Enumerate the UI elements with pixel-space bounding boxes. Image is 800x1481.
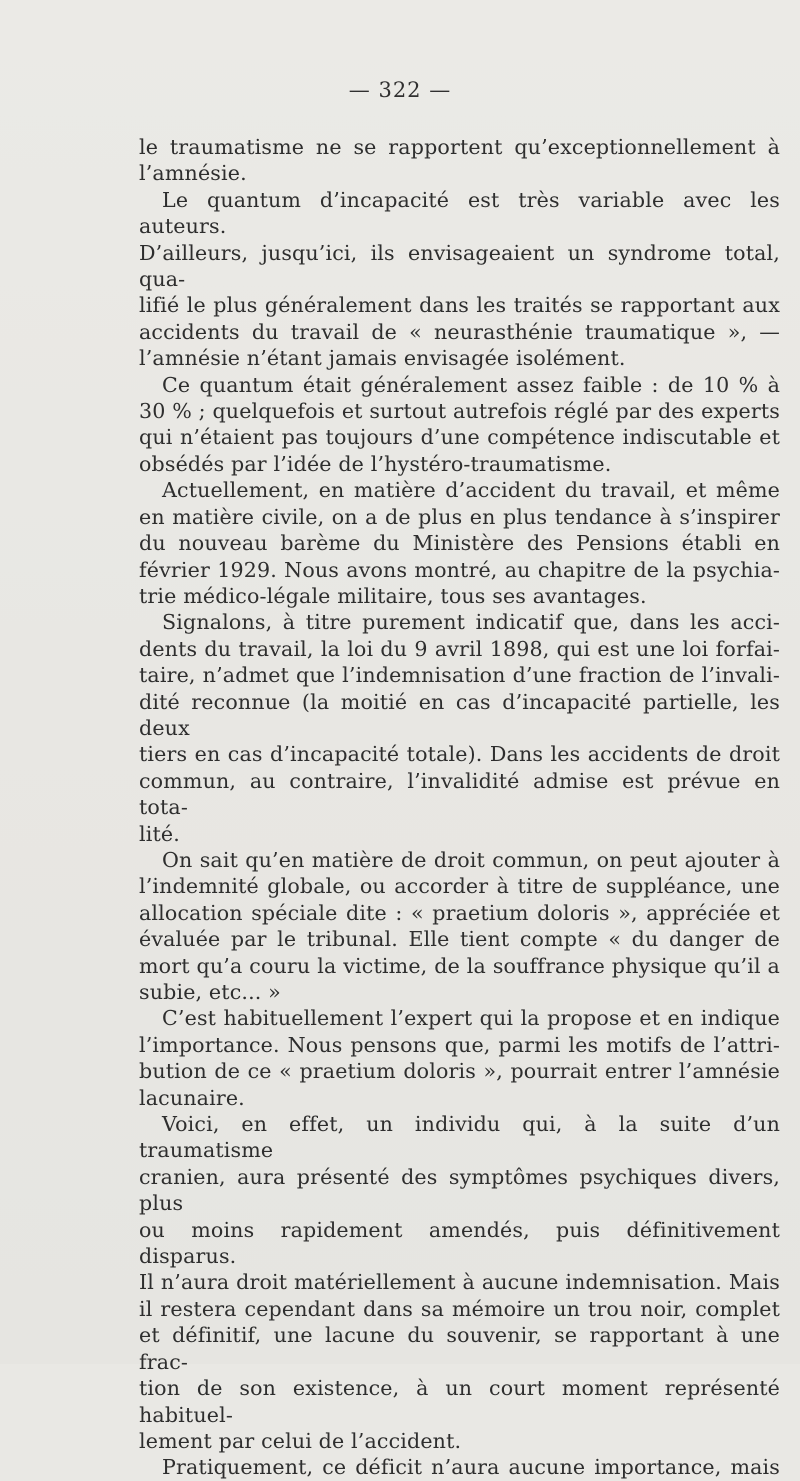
text-line: commun, au contraire, l’invalidité admise est prévue en tota- [139,768,780,820]
text-line: C’est habituellement l’expert qui la propose et en indique [162,1006,780,1031]
text-line: Voici, en effet, un individu qui, à la suite d’un traumatisme [139,1112,780,1163]
text-line: accidents du travail de « neurasthénie traumatique », — [139,319,780,344]
text-line: dité reconnue (la moitié en cas d’incapacité partielle, les deux [139,689,780,740]
text-line: et définitif, une lacune du souvenir, se rapportant à une frac- [139,1323,780,1374]
text-line: Il n’aura droit matériellement à aucune indemnisation. Mais [139,1270,780,1295]
text-line: Signalons, à titre purement indicatif que, dans les acci- [162,610,780,635]
text-line: en matière civile, on a de plus en plus tendance à s’inspirer [139,504,780,529]
text-line: bution de ce « praetium doloris », pourrait entrer l’amnésie [139,1059,780,1084]
text-line: cranien, aura présenté des symptômes psychiques divers, plus [139,1164,780,1216]
body-text [139,134,780,1481]
text-line: lement par celui de l’accident. [139,1428,462,1453]
text-line: 30 % ; quelquefois et surtout autrefois réglé par des experts [139,399,780,424]
text-line: l’amnésie. [139,161,247,186]
text-line: il restera cependant dans sa mémoire un trou noir, complet [139,1296,780,1321]
text-line: taire, n’admet que l’indemnisation d’une fraction de l’invali- [139,663,780,688]
text-line: Pratiquement, ce déficit n’aura aucune importance, mais [162,1455,780,1480]
text-line: Actuellement, en matière d’accident du travail, et même [162,478,780,503]
text-line: le traumatisme ne se rapportent qu’exceptionnellement à [139,135,780,159]
text-line: mort qu’a couru la victime, de la souffrance physique qu’il a [139,953,780,978]
text-line: Le quantum d’incapacité est très variable avec les auteurs. [139,187,780,239]
text-line: obsédés par l’idée de l’hystéro-traumatisme. [139,451,612,476]
text-line: allocation spéciale dite : « praetium doloris », appréciée et [139,900,780,925]
text-line: Ce quantum était généralement assez faible : de 10 % à [162,372,780,397]
text-line: On sait qu’en matière de droit commun, on peut ajouter à [162,847,780,872]
page-number: — 322 — [348,78,452,102]
text-line: l’amnésie n’étant jamais envisagée isolément. [139,346,626,371]
text-line: lacunaire. [139,1085,245,1110]
text-line: février 1929. Nous avons montré, au chapitre de la psychia- [139,557,780,582]
text-line: ou moins rapidement amendés, puis définitivement disparus. [139,1217,780,1269]
text-line: tiers en cas d’incapacité totale). Dans les accidents de droit [139,742,780,767]
text-line: subie, etc... » [139,980,281,1004]
text-line: qui n’étaient pas toujours d’une compétence indiscutable et [139,425,780,450]
text-line: dents du travail, la loi du 9 avril 1898, qui est une loi forfai- [139,636,780,661]
text-line: évaluée par le tribunal. Elle tient compte « du danger de [139,927,780,952]
text-line: lifié le plus généralement dans les traités se rapportant aux [139,293,780,318]
text-line: du nouveau barème du Ministère des Pensions établi en [139,531,780,556]
text-line: D’ailleurs, jusqu’ici, ils envisageaient un syndrome total, qua- [139,240,780,292]
text-line: l’importance. Nous pensons que, parmi les motifs de l’attri- [139,1032,780,1057]
text-line: lité. [139,821,180,846]
text-line: tion de son existence, à un court moment représenté habituel- [139,1376,780,1427]
text-line: trie médico-légale militaire, tous ses avantages. [139,583,647,608]
text-line: l’indemnité globale, ou accorder à titre de suppléance, une [139,874,780,899]
